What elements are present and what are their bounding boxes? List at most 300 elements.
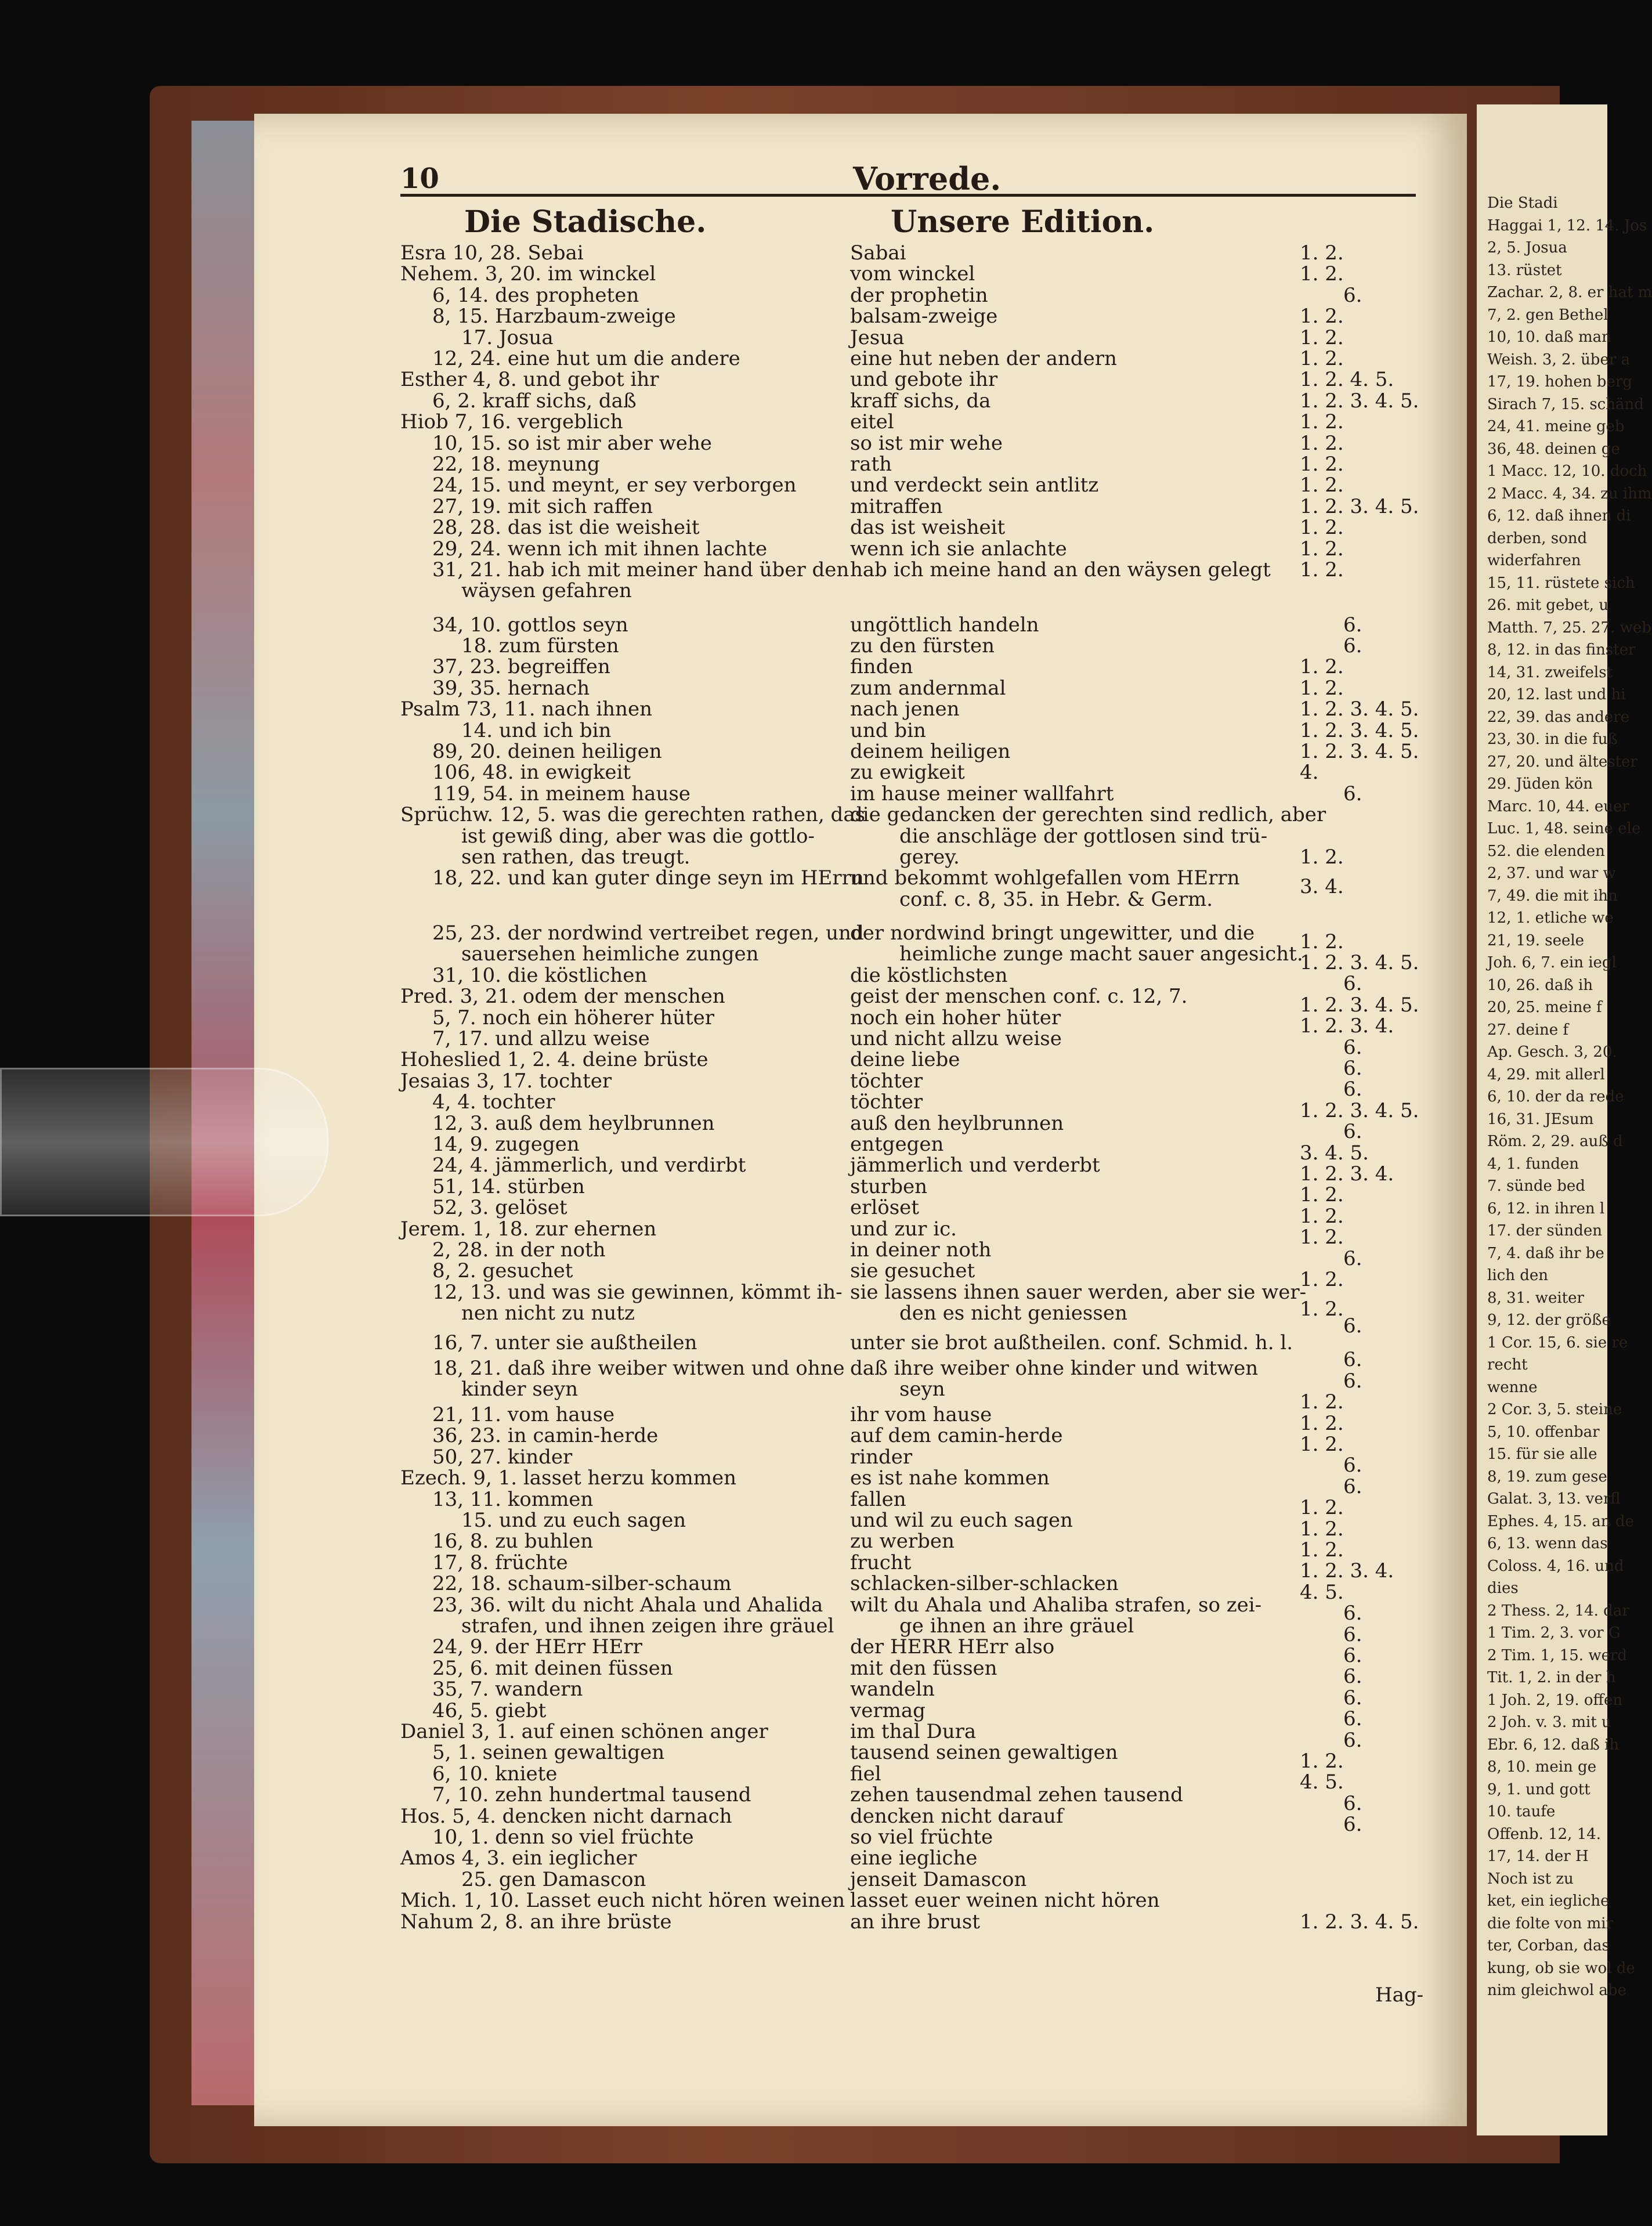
edition-reading: fallen (850, 1487, 906, 1511)
edition-reading: deinem heiligen (850, 740, 1011, 764)
stade-reading: Jerem. 1, 18. zur ehernen (400, 1217, 657, 1241)
facing-page-fragment: 15, 11. rüstete sich (1487, 574, 1635, 592)
stade-reading: 31, 21. hab ich mit meiner hand über den (432, 558, 850, 581)
facing-page-fragment: Matth. 7, 25. 27. web (1487, 619, 1651, 637)
edition-reading: seyn (899, 1378, 945, 1401)
edition-reading: jämmerlich und verderbt (850, 1154, 1100, 1177)
stade-reading: 8, 2. gesuchet (432, 1259, 573, 1283)
facing-page-fragment: 36, 48. deinen ge (1487, 440, 1620, 458)
edition-reading: eine hut neben der andern (850, 347, 1117, 370)
facing-page-fragment: widerfahren (1487, 552, 1581, 569)
edition-reading: auß den heylbrunnen (850, 1111, 1064, 1135)
edition-numbers: 1. 2. 3. 4. 5. (1300, 740, 1419, 764)
edition-numbers: 6. (1343, 1120, 1362, 1144)
facing-page-fragment: Luc. 1, 48. seine ele (1487, 820, 1641, 837)
edition-reading: und verdeckt sein antlitz (850, 474, 1099, 497)
stade-reading: 10, 1. denn so viel früchte (432, 1826, 694, 1849)
stade-reading: 12, 24. eine hut um die andere (432, 347, 740, 370)
stade-reading: 25, 23. der nordwind vertreibet regen, und (432, 922, 864, 945)
facing-page-fragment: 1 Joh. 2, 19. offen (1487, 1691, 1623, 1709)
edition-numbers: 1. 2. (1300, 1411, 1344, 1435)
stade-reading: 21, 11. vom hause (432, 1403, 615, 1426)
edition-reading: die anschläge der gottlosen sind trü- (899, 824, 1268, 848)
edition-reading: zum andernmal (850, 676, 1006, 700)
edition-numbers: 3. 4. 5. (1300, 1141, 1369, 1165)
edition-reading: daß ihre weiber ohne kinder und witwen (850, 1356, 1259, 1380)
stade-reading: 7, 10. zehn hundertmal tausend (432, 1783, 751, 1807)
edition-reading: heimliche zunge macht sauer angesicht. (899, 942, 1303, 966)
edition-numbers: 6. (1343, 1707, 1362, 1731)
edition-reading: noch ein hoher hüter (850, 1006, 1061, 1029)
edition-numbers: 1. 2. (1300, 326, 1344, 349)
edition-reading: und zur ic. (850, 1217, 957, 1241)
edition-numbers: 1. 2. (1300, 410, 1344, 434)
edition-reading: schlacken-silber-schlacken (850, 1572, 1119, 1596)
edition-reading: vom winckel (850, 262, 975, 286)
edition-numbers: 6. (1343, 1314, 1362, 1338)
facing-page-fragment: Ebr. 6, 12. daß ih (1487, 1736, 1620, 1754)
edition-numbers: 1. 2. (1300, 262, 1344, 286)
stade-reading: 6, 14. des propheten (432, 283, 639, 307)
facing-page-fragment: ket, ein iegliche (1487, 1892, 1610, 1910)
stade-reading: 2, 28. in der noth (432, 1238, 606, 1262)
facing-page-fragment: 2 Macc. 4, 34. zu ihm (1487, 485, 1652, 503)
edition-numbers: 1. 2. (1300, 453, 1344, 476)
facing-page-fragment: 2, 37. und war w (1487, 865, 1616, 882)
stade-reading: 14. und ich bin (461, 718, 612, 742)
edition-numbers: 1. 2. 3. 4. 5. (1300, 1910, 1419, 1934)
edition-numbers: 6. (1343, 1475, 1362, 1498)
edition-numbers: 1. 2. 3. 4. 5. (1300, 993, 1419, 1017)
facing-page-fragment: 12, 1. etliche we (1487, 909, 1614, 927)
edition-reading: es ist nahe kommen (850, 1466, 1050, 1490)
edition-reading: vermag (850, 1699, 926, 1722)
edition-numbers: 1. 2. 3. 4. (1300, 1014, 1394, 1038)
facing-page-fragment: 52. die elenden (1487, 842, 1605, 860)
edition-numbers: 1. 2. (1300, 1226, 1344, 1249)
edition-reading: Sabai (850, 241, 906, 265)
edition-numbers: 6. (1343, 283, 1362, 307)
stade-reading: 7, 17. und allzu weise (432, 1027, 650, 1051)
edition-numbers: 1. 2. 3. 4. 5. (1300, 698, 1419, 721)
stade-reading: strafen, und ihnen zeigen ihre gräuel (461, 1614, 834, 1638)
stade-reading: 35, 7. wandern (432, 1678, 583, 1701)
facing-page-fragment: Sirach 7, 15. schänd (1487, 395, 1644, 413)
facing-page-fragment: 24, 41. meine geb (1487, 418, 1625, 435)
facing-page-fragment: Die Stadi (1487, 194, 1558, 212)
edition-reading: hab ich meine hand an den wäysen gelegt (850, 558, 1271, 581)
edition-numbers: 4. 5. (1300, 1770, 1344, 1794)
edition-reading: der prophetin (850, 283, 988, 307)
stade-reading: 17, 8. früchte (432, 1551, 568, 1574)
edition-reading: die gedancken der gerechten sind redlich, aber (850, 803, 1326, 827)
facing-page-fragment: 2 Thess. 2, 14. dar (1487, 1602, 1629, 1620)
stade-reading: 12, 3. auß dem heylbrunnen (432, 1111, 715, 1135)
facing-page-fragment: 9, 12. der größe (1487, 1311, 1611, 1329)
facing-page-fragment: 7, 49. die mit ihn (1487, 887, 1618, 905)
edition-numbers: 1. 2. (1300, 241, 1344, 265)
edition-numbers: 1. 2. (1300, 474, 1344, 497)
facing-page-fragment: 17, 14. der H (1487, 1848, 1589, 1865)
stade-reading: 6, 10. kniete (432, 1762, 558, 1786)
facing-page-fragment: 17. der sünden (1487, 1222, 1602, 1240)
edition-reading: gerey. (899, 845, 960, 869)
stade-reading: 27, 19. mit sich raffen (432, 494, 653, 518)
facing-page-fragment: wenne (1487, 1378, 1538, 1396)
facing-page-fragment: 6, 12. in ihren l (1487, 1199, 1605, 1217)
edition-reading: wilt du Ahala und Ahaliba strafen, so zei- (850, 1593, 1262, 1617)
edition-numbers: 1. 2. (1300, 516, 1344, 540)
stade-reading: 18, 21. daß ihre weiber witwen und ohne (432, 1356, 845, 1380)
stade-reading: 106, 48. in ewigkeit (432, 761, 631, 785)
facing-page-fragment: 6, 13. wenn das (1487, 1535, 1608, 1552)
edition-numbers: 1. 2. (1300, 845, 1344, 869)
facing-page-fragment: 2 Tim. 1, 15. werd (1487, 1646, 1628, 1664)
stade-reading: Hoheslied 1, 2. 4. deine brüste (400, 1048, 708, 1072)
edition-numbers: 1. 2. (1300, 655, 1344, 679)
edition-numbers: 1. 2. (1300, 1496, 1344, 1520)
edition-reading: den es nicht geniessen (899, 1302, 1127, 1325)
facing-page-fragment: Ap. Gesch. 3, 20. (1487, 1043, 1617, 1061)
stade-reading: Hos. 5, 4. dencken nicht darnach (400, 1804, 732, 1828)
edition-reading: auf dem camin-herde (850, 1424, 1063, 1448)
stade-reading: Amos 4, 3. ein ieglicher (400, 1846, 637, 1870)
facing-page-fragment: Joh. 6, 7. ein iegl (1487, 954, 1617, 971)
edition-reading: mit den füssen (850, 1656, 997, 1680)
facing-page-fragment: 5, 10. offenbar (1487, 1423, 1600, 1441)
edition-numbers: 6. (1343, 1348, 1362, 1372)
facing-page-fragment: 10. taufe (1487, 1803, 1556, 1820)
edition-reading: töchter (850, 1090, 923, 1114)
edition-numbers: 1. 2. (1300, 1390, 1344, 1414)
edition-numbers: 1. 2. 3. 4. (1300, 1559, 1394, 1583)
edition-numbers: 1. 2. (1300, 676, 1344, 700)
facing-page-fragment: 6, 12. daß ihnen di (1487, 507, 1631, 525)
facing-page-fragment: Zachar. 2, 8. er hat m (1487, 284, 1652, 301)
stade-reading: 50, 27. kinder (432, 1445, 573, 1469)
stade-reading: 12, 13. und was sie gewinnen, kömmt ih- (432, 1280, 843, 1304)
edition-numbers: 1. 2. (1300, 1538, 1344, 1562)
facing-page-fragment: 1 Cor. 15, 6. sie re (1487, 1334, 1628, 1352)
stade-reading: Esra 10, 28. Sebai (400, 241, 584, 265)
stade-reading: wäysen gefahren (461, 579, 632, 603)
edition-reading: töchter (850, 1069, 923, 1093)
edition-numbers: 1. 2. (1300, 305, 1344, 328)
facing-page-fragment: 20, 12. last und hi (1487, 686, 1626, 703)
edition-reading: kraff sichs, da (850, 389, 991, 413)
edition-numbers: 6. (1343, 972, 1362, 996)
facing-page-fragment: 16, 31. JEsum (1487, 1110, 1594, 1128)
facing-page-fragment: die folte von mir (1487, 1914, 1614, 1932)
stade-reading: 24, 4. jämmerlich, und verdirbt (432, 1154, 746, 1177)
stade-reading: 16, 8. zu buhlen (432, 1530, 594, 1553)
edition-reading: sie gesuchet (850, 1259, 975, 1283)
stade-reading: 18. zum fürsten (461, 634, 619, 658)
edition-numbers: 1. 2. (1300, 1183, 1344, 1207)
facing-page-fragment: Noch ist zu (1487, 1870, 1574, 1888)
facing-page-fragment: 2 Joh. v. 3. mit u (1487, 1714, 1611, 1731)
facing-page-fragment: 4, 29. mit allerl (1487, 1065, 1605, 1083)
edition-numbers: 6. (1343, 1622, 1362, 1646)
facing-page-fragment: 4, 1. funden (1487, 1155, 1579, 1173)
edition-numbers: 4. (1300, 761, 1319, 785)
running-head: Vorrede. (853, 160, 1002, 197)
stade-reading: 25. gen Damascon (461, 1867, 646, 1891)
stade-reading: 14, 9. zugegen (432, 1133, 580, 1157)
stade-reading: 16, 7. unter sie außtheilen (432, 1331, 697, 1355)
edition-reading: sturben (850, 1175, 928, 1198)
column-heading-left: Die Stadische. (464, 204, 707, 240)
facing-page-fragment: Ephes. 4, 15. an de (1487, 1512, 1634, 1530)
edition-reading: ge ihnen an ihre gräuel (899, 1614, 1134, 1638)
facing-page-fragment: 7, 2. gen Bethel (1487, 306, 1608, 324)
stade-reading: ist gewiß ding, aber was die gottlo- (461, 824, 815, 848)
stade-reading: 5, 7. noch ein höherer hüter (432, 1006, 714, 1029)
stade-reading: Nehem. 3, 20. im winckel (400, 262, 656, 286)
facing-page-fragment: 17, 19. hohen berg (1487, 373, 1632, 391)
facing-page-fragment: 13. rüstet (1487, 261, 1562, 279)
stade-reading: 17. Josua (461, 326, 554, 349)
facing-page-fragment: 29. Jüden kön (1487, 775, 1593, 793)
edition-reading: in deiner noth (850, 1238, 992, 1262)
edition-numbers: 4. 5. (1300, 1580, 1344, 1604)
stade-reading: 22, 18. meynung (432, 453, 600, 476)
stade-reading: sen rathen, das treugt. (461, 845, 691, 869)
facing-page-fragment: Coloss. 4, 16. und (1487, 1557, 1624, 1575)
stade-reading: Daniel 3, 1. auf einen schönen anger (400, 1720, 768, 1743)
edition-numbers: 1. 2. (1300, 537, 1344, 561)
glass-page-weight (0, 1068, 328, 1216)
edition-numbers: 6. (1343, 1246, 1362, 1270)
edition-reading: eine iegliche (850, 1846, 978, 1870)
edition-reading: und bin (850, 718, 926, 742)
edition-reading: wandeln (850, 1678, 935, 1701)
stade-reading: 4, 4. tochter (432, 1090, 555, 1114)
stade-reading: 34, 10. gottlos seyn (432, 613, 628, 637)
facing-page-fragment: derben, sond (1487, 529, 1588, 547)
edition-reading: fiel (850, 1762, 881, 1786)
stade-reading: 5, 1. seinen gewaltigen (432, 1741, 665, 1765)
edition-numbers: 6. (1343, 1791, 1362, 1815)
facing-page-fragment: kung, ob sie wol de (1487, 1959, 1635, 1977)
edition-reading: unter sie brot außtheilen. conf. Schmid. h. l. (850, 1331, 1293, 1355)
edition-reading: rinder (850, 1445, 913, 1469)
facing-page-fragment: 22, 39. das andere (1487, 708, 1630, 726)
edition-numbers: 1. 2. 3. 4. (1300, 1162, 1394, 1186)
facing-page (1477, 104, 1652, 2135)
edition-numbers: 1. 2. 3. 4. 5. (1300, 494, 1419, 518)
stade-reading: 28, 28. das ist die weisheit (432, 516, 700, 540)
edition-numbers: 6. (1343, 1602, 1362, 1625)
edition-numbers: 6. (1343, 1686, 1362, 1710)
edition-reading: und nicht allzu weise (850, 1027, 1062, 1051)
facing-page-fragment: Weish. 3, 2. über a (1487, 350, 1631, 368)
facing-page-fragment: 10, 10. daß man (1487, 328, 1611, 346)
facing-page-fragment: 7. sünde bed (1487, 1177, 1585, 1195)
edition-reading: frucht (850, 1551, 912, 1574)
stade-reading: Sprüchw. 12, 5. was die gerechten rathen, das (400, 803, 866, 827)
edition-numbers: 1. 2. 3. 4. 5. (1300, 718, 1419, 742)
edition-numbers: 6. (1343, 1035, 1362, 1059)
stade-reading: 51, 14. stürben (432, 1175, 585, 1198)
edition-reading: tausend seinen gewaltigen (850, 1741, 1118, 1765)
edition-numbers: 1. 2. (1300, 1517, 1344, 1541)
edition-reading: balsam-zweige (850, 305, 998, 328)
edition-numbers: 6. (1343, 1454, 1362, 1477)
edition-reading: zehen tausendmal zehen tausend (850, 1783, 1183, 1807)
edition-numbers: 1. 2. (1300, 1749, 1344, 1773)
edition-reading: die köstlichsten (850, 963, 1008, 987)
stade-reading: Hiob 7, 16. vergeblich (400, 410, 623, 434)
stade-reading: 24, 15. und meynt, er sey verborgen (432, 474, 797, 497)
edition-numbers: 1. 2. (1300, 1432, 1344, 1456)
stade-reading: 24, 9. der HErr HErr (432, 1635, 642, 1659)
edition-numbers: 1. 2. (1300, 1268, 1344, 1292)
stade-reading: Pred. 3, 21. odem der menschen (400, 985, 725, 1009)
stade-reading: 37, 23. begreiffen (432, 655, 610, 679)
edition-reading: sie lassens ihnen sauer werden, aber sie wer- (850, 1280, 1307, 1304)
stade-reading: 10, 15. so ist mir aber wehe (432, 431, 712, 455)
edition-reading: zu den fürsten (850, 634, 995, 658)
edition-reading: entgegen (850, 1133, 944, 1157)
facing-page-fragment: 15. für sie alle (1487, 1446, 1597, 1463)
facing-page-fragment: 9, 1. und gott (1487, 1780, 1590, 1798)
edition-reading: so viel früchte (850, 1826, 993, 1849)
edition-numbers: 6. (1343, 1665, 1362, 1689)
edition-numbers: 1. 2. (1300, 1298, 1344, 1321)
edition-numbers: 1. 2. (1300, 558, 1344, 581)
edition-reading: und wil zu euch sagen (850, 1509, 1073, 1532)
stade-reading: kinder seyn (461, 1378, 578, 1401)
edition-reading: erlöset (850, 1196, 919, 1220)
edition-numbers: 1. 2. (1300, 1204, 1344, 1228)
edition-reading: Jesua (850, 326, 905, 349)
column-heading-right: Unsere Edition. (891, 204, 1155, 240)
edition-reading: dencken nicht darauf (850, 1804, 1064, 1828)
edition-numbers: 1. 2. (1300, 347, 1344, 370)
edition-numbers: 6. (1343, 613, 1362, 637)
edition-numbers: 6. (1343, 1078, 1362, 1101)
stade-reading: Ezech. 9, 1. lasset herzu kommen (400, 1466, 736, 1490)
edition-reading: der nordwind bringt ungewitter, und die (850, 922, 1255, 945)
stade-reading: 52, 3. gelöset (432, 1196, 567, 1220)
stade-reading: Jesaias 3, 17. tochter (400, 1069, 612, 1093)
facing-page-fragment: nim gleichwol abe (1487, 1982, 1626, 1999)
facing-page-fragment: 1 Tim. 2, 3. vor G (1487, 1624, 1621, 1642)
edition-numbers: 6. (1343, 1057, 1362, 1081)
edition-numbers: 1. 2. 3. 4. 5. (1300, 1098, 1419, 1122)
edition-reading: so ist mir wehe (850, 431, 1003, 455)
stade-reading: 6, 2. kraff sichs, daß (432, 389, 637, 413)
page-number: 10 (400, 162, 439, 195)
stade-reading: 15. und zu euch sagen (461, 1509, 686, 1532)
facing-page-fragment: Röm. 2, 29. auß d (1487, 1133, 1623, 1150)
facing-page-fragment: 8, 31. weiter (1487, 1289, 1584, 1307)
edition-reading: ungöttlich handeln (850, 613, 1039, 637)
stade-reading: 39, 35. hernach (432, 676, 590, 700)
edition-reading: ihr vom hause (850, 1403, 992, 1426)
edition-reading: an ihre brust (850, 1910, 980, 1934)
facing-page-fragment: 7, 4. daß ihr be (1487, 1244, 1604, 1262)
stade-reading: 46, 5. giebt (432, 1699, 547, 1722)
stade-reading: 13, 11. kommen (432, 1487, 594, 1511)
facing-page-fragment: recht (1487, 1356, 1528, 1374)
stade-reading: 23, 36. wilt du nicht Ahala und Ahalida (432, 1593, 823, 1617)
facing-page-fragment: 20, 25. meine f (1487, 999, 1602, 1016)
edition-reading: finden (850, 655, 913, 679)
stade-reading: Psalm 73, 11. nach ihnen (400, 698, 652, 721)
catchword: Hag- (1375, 1983, 1424, 2007)
facing-page-fragment: 8, 10. mein ge (1487, 1758, 1597, 1776)
edition-reading: conf. c. 8, 35. in Hebr. & Germ. (899, 887, 1213, 911)
stade-reading: 31, 10. die köstlichen (432, 963, 648, 987)
facing-page-fragment: Tit. 1, 2. in der h (1487, 1669, 1616, 1686)
edition-reading: geist der menschen conf. c. 12, 7. (850, 985, 1188, 1009)
edition-reading: der HERR HErr also (850, 1635, 1055, 1659)
edition-numbers: 6. (1343, 1369, 1362, 1393)
stade-reading: 8, 15. Harzbaum-zweige (432, 305, 676, 328)
edition-reading: zu ewigkeit (850, 761, 965, 785)
facing-page-fragment: 14, 31. zweifelst (1487, 663, 1613, 681)
edition-reading: mitraffen (850, 494, 943, 518)
stade-reading: 29, 24. wenn ich mit ihnen lachte (432, 537, 768, 561)
edition-reading: lasset euer weinen nicht hören (850, 1889, 1160, 1913)
stade-reading: 18, 22. und kan guter dinge seyn im HErrn (432, 866, 864, 890)
stade-reading: Esther 4, 8. und gebot ihr (400, 368, 659, 392)
edition-reading: wenn ich sie anlachte (850, 537, 1067, 561)
edition-numbers: 3. 4. (1300, 875, 1344, 898)
edition-reading: und gebote ihr (850, 368, 998, 392)
edition-reading: nach jenen (850, 698, 960, 721)
edition-reading: eitel (850, 410, 894, 434)
facing-page-fragment: Marc. 10, 44. euer (1487, 797, 1629, 815)
facing-page-fragment: 10, 26. daß ih (1487, 976, 1593, 994)
stade-reading: Nahum 2, 8. an ihre brüste (400, 1910, 672, 1934)
edition-reading: im hause meiner wallfahrt (850, 782, 1114, 805)
edition-reading: rath (850, 453, 892, 476)
edition-numbers: 6. (1343, 1813, 1362, 1837)
edition-numbers: 6. (1343, 1643, 1362, 1667)
facing-page-fragment: Galat. 3, 13. verfl (1487, 1490, 1621, 1508)
edition-reading: und bekommt wohlgefallen vom HErrn (850, 866, 1240, 890)
facing-page-fragment: dies (1487, 1580, 1519, 1597)
edition-reading: jenseit Damascon (850, 1867, 1027, 1891)
facing-page-fragment: 26. mit gebet, u (1487, 597, 1609, 614)
edition-numbers: 1. 2. 3. 4. 5. (1300, 951, 1419, 975)
header-rule (400, 194, 1416, 197)
page-header (400, 162, 1416, 197)
facing-page-fragment: 2 Cor. 3, 5. steine (1487, 1401, 1622, 1418)
edition-numbers: 1. 2. (1300, 930, 1344, 953)
edition-numbers: 6. (1343, 782, 1362, 805)
facing-page-fragment: lich den (1487, 1267, 1548, 1284)
facing-page-fragment: 1 Macc. 12, 10. doch (1487, 462, 1647, 480)
facing-page-fragment: ter, Corban, das (1487, 1937, 1610, 1954)
stade-reading: Mich. 1, 10. Lasset euch nicht hören weinen (400, 1889, 845, 1913)
facing-page-fragment: 21, 19. seele (1487, 931, 1585, 949)
stade-reading: 22, 18. schaum-silber-schaum (432, 1572, 732, 1596)
edition-numbers: 6. (1343, 634, 1362, 658)
facing-page-fragment: 2, 5. Josua (1487, 239, 1567, 256)
edition-reading: das ist weisheit (850, 516, 1006, 540)
stade-reading: nen nicht zu nutz (461, 1302, 635, 1325)
facing-page-fragment: Haggai 1, 12. 14. Jos (1487, 216, 1647, 234)
edition-reading: im thal Dura (850, 1720, 977, 1743)
facing-page-fragment: 27, 20. und ältester (1487, 753, 1637, 771)
edition-reading: zu werben (850, 1530, 955, 1553)
edition-numbers: 1. 2. 3. 4. 5. (1300, 389, 1419, 413)
stade-reading: 89, 20. deinen heiligen (432, 740, 662, 764)
